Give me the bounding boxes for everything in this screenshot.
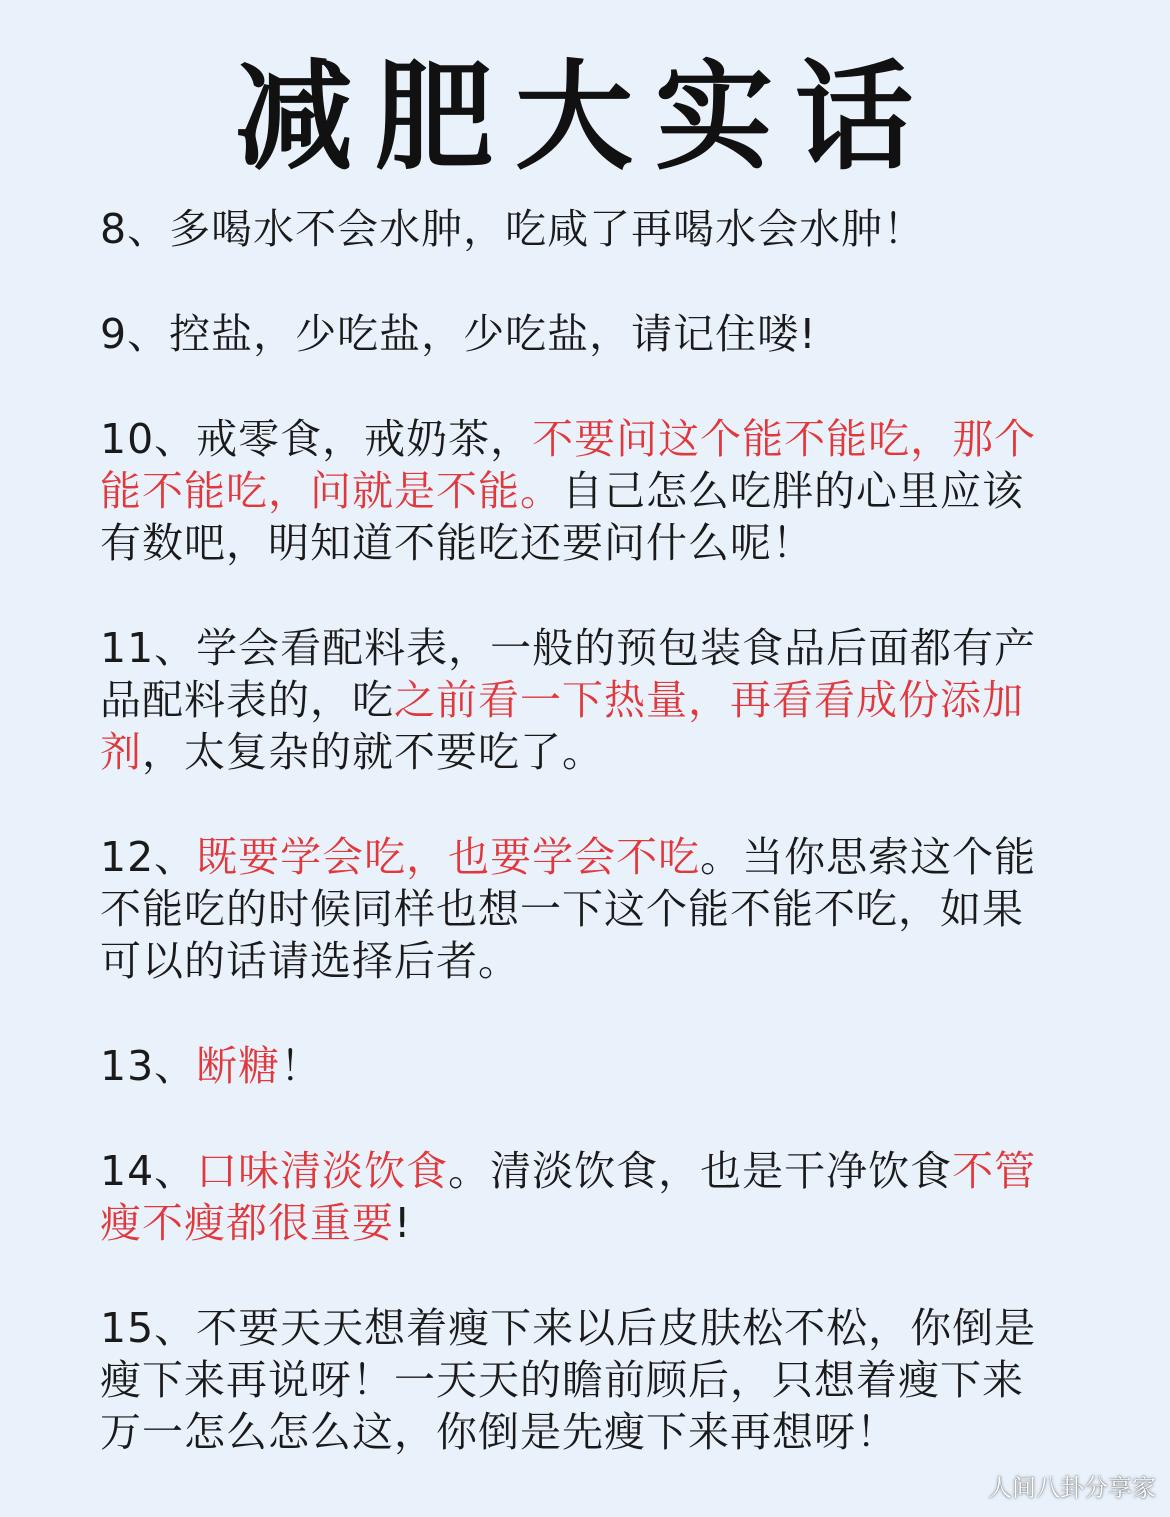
tip-text: 12、 <box>100 833 197 881</box>
tip-text: 11、学会看配料表，一般的预包装食品后面都有产品配料表的，吃 <box>100 624 1037 724</box>
tip-item-12 <box>100 831 1060 987</box>
tip-text: 9、控盐，少吃盐，少吃盐，请记住喽! <box>100 310 817 358</box>
page-title: 减肥大实话 <box>234 48 935 186</box>
tip-item-9 <box>100 308 1060 360</box>
tip-text: 10、戒零食，戒奶茶， <box>100 415 533 463</box>
tip-text: 。当你思索这个能不能吃的时候同样也想一下这个能不能不吃，如果可以的话请选择后者。 <box>100 833 1037 985</box>
tip-item-10 <box>100 413 1060 569</box>
tip-item-13 <box>100 1040 1060 1092</box>
tip-highlight: 之前看一下热量，再看看成份添加剂 <box>100 676 1024 776</box>
tip-text: 8、多喝水不会水肿，吃咸了再喝水会水肿！ <box>100 205 926 253</box>
tips-list <box>100 203 1060 1511</box>
tip-highlight: 口味清淡饮食 <box>196 1147 449 1195</box>
tip-item-14 <box>100 1145 1060 1249</box>
watermark: 人间八卦分享家 <box>988 1474 1156 1502</box>
tip-item-8 <box>100 203 1060 255</box>
tip-text: ！ <box>280 1042 323 1090</box>
tip-text: 自己怎么吃胖的心里应该有数吧，明知道不能吃还要问什么呢！ <box>100 467 1024 567</box>
tip-text: 13、 <box>100 1042 197 1090</box>
tip-item-15 <box>100 1302 1060 1458</box>
tip-highlight: 不要问这个能不能吃，那个能不能吃，问就是不能。 <box>100 415 1037 515</box>
tip-text: ! <box>394 1199 412 1247</box>
tip-text: ，太复杂的就不要吃了。 <box>142 728 604 776</box>
tip-text: 14、 <box>100 1147 197 1195</box>
tip-highlight: 断糖 <box>196 1042 281 1090</box>
tip-text: 。清淡饮食，也是干净饮食 <box>448 1147 953 1195</box>
tip-highlight: 既要学会吃，也要学会不吃 <box>196 833 701 881</box>
tip-text: 15、不要天天想着瘦下来以后皮肤松不松，你倒是瘦下来再说呀！一天天的瞻前顾后，只想着瘦下来万一怎么怎么这，你倒是先瘦下来再想呀！ <box>100 1304 1037 1456</box>
tip-item-11 <box>100 622 1060 778</box>
tip-highlight: 不管瘦不瘦都很重要 <box>100 1147 1037 1247</box>
